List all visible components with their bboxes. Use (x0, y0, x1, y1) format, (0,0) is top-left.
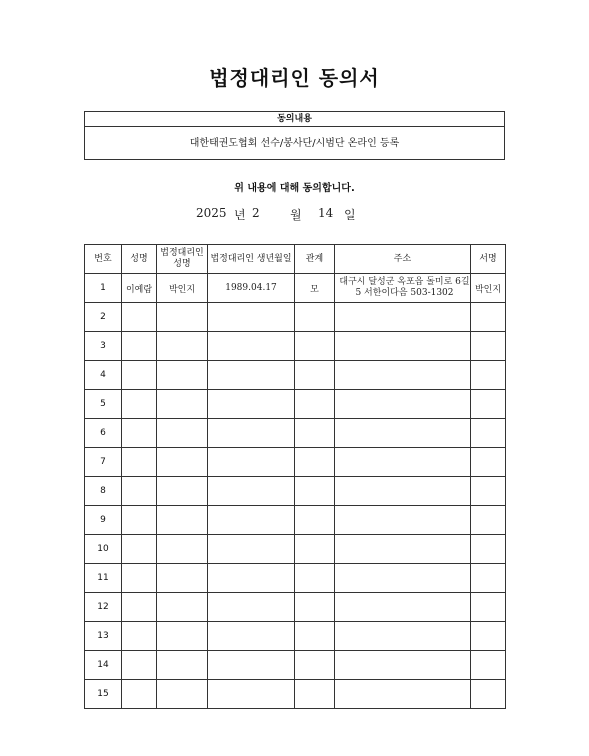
cell-guardian-name[interactable] (157, 361, 208, 390)
table-row (85, 477, 506, 506)
cell-guardian-name[interactable] (157, 651, 208, 680)
cell-sign[interactable] (471, 680, 506, 709)
cell-guardian-name[interactable] (157, 622, 208, 651)
cell-guardian-name[interactable]: 박인지 (157, 274, 208, 303)
cell-sign[interactable] (471, 506, 506, 535)
cell-sign[interactable] (471, 593, 506, 622)
cell-relation[interactable]: 모 (295, 274, 335, 303)
cell-address[interactable] (335, 593, 471, 622)
cell-no: 1 (85, 274, 122, 303)
document-title: 법정대리인 동의서 (209, 66, 380, 90)
cell-sign[interactable] (471, 564, 506, 593)
cell-guardian-birth[interactable] (208, 506, 295, 535)
table-row (85, 390, 506, 419)
cell-guardian-name[interactable] (157, 593, 208, 622)
cell-guardian-birth[interactable] (208, 303, 295, 332)
cell-address[interactable] (335, 332, 471, 361)
cell-guardian-birth[interactable] (208, 535, 295, 564)
cell-no: 12 (85, 593, 122, 622)
cell-guardian-birth[interactable] (208, 419, 295, 448)
cell-address[interactable] (335, 361, 471, 390)
cell-name[interactable] (122, 332, 157, 361)
cell-relation[interactable] (295, 564, 335, 593)
cell-address[interactable] (335, 419, 471, 448)
cell-name[interactable] (122, 622, 157, 651)
consent-content-box (84, 111, 505, 160)
cell-sign[interactable] (471, 622, 506, 651)
cell-sign[interactable] (471, 332, 506, 361)
cell-relation[interactable] (295, 593, 335, 622)
cell-guardian-birth[interactable] (208, 651, 295, 680)
cell-no: 8 (85, 477, 122, 506)
cell-address[interactable] (335, 506, 471, 535)
table-row (85, 419, 506, 448)
cell-name[interactable] (122, 506, 157, 535)
cell-address[interactable] (335, 651, 471, 680)
header-address: 주소 (335, 245, 471, 274)
cell-sign[interactable] (471, 390, 506, 419)
cell-address[interactable] (335, 390, 471, 419)
cell-relation[interactable] (295, 477, 335, 506)
table-row (85, 361, 506, 390)
cell-name[interactable] (122, 303, 157, 332)
header-relation: 관계 (295, 245, 335, 274)
cell-no: 2 (85, 303, 122, 332)
cell-guardian-birth[interactable] (208, 622, 295, 651)
table-header-row (85, 245, 506, 274)
table-row (85, 274, 506, 303)
cell-no: 6 (85, 419, 122, 448)
cell-address[interactable] (335, 477, 471, 506)
cell-address[interactable] (335, 535, 471, 564)
cell-address[interactable] (335, 564, 471, 593)
cell-name[interactable] (122, 651, 157, 680)
cell-address[interactable] (335, 680, 471, 709)
table-row (85, 535, 506, 564)
cell-guardian-name[interactable] (157, 303, 208, 332)
cell-relation[interactable] (295, 535, 335, 564)
cell-name[interactable] (122, 564, 157, 593)
cell-name[interactable] (122, 593, 157, 622)
cell-guardian-name[interactable] (157, 564, 208, 593)
date-day-unit: 일 (344, 208, 356, 222)
cell-sign[interactable] (471, 651, 506, 680)
date-year-unit: 년 (234, 208, 246, 222)
header-no: 번호 (85, 245, 122, 274)
cell-relation[interactable] (295, 361, 335, 390)
cell-name[interactable] (122, 680, 157, 709)
cell-no: 9 (85, 506, 122, 535)
consent-content-header: 동의내용 (85, 112, 504, 127)
cell-name[interactable] (122, 448, 157, 477)
cell-no: 7 (85, 448, 122, 477)
cell-relation[interactable] (295, 390, 335, 419)
cell-sign[interactable]: 박인지 (471, 274, 506, 303)
cell-sign[interactable] (471, 303, 506, 332)
header-name: 성명 (122, 245, 157, 274)
cell-name[interactable] (122, 535, 157, 564)
header-sign: 서명 (471, 245, 506, 274)
cell-relation[interactable] (295, 506, 335, 535)
cell-sign[interactable] (471, 361, 506, 390)
table-row (85, 622, 506, 651)
cell-address[interactable]: 대구시 달성군 옥포읍 돌미로 6길 5 서한이다음 503-1302 (335, 274, 471, 303)
table-row (85, 651, 506, 680)
cell-no: 3 (85, 332, 122, 361)
date-day: 14 (318, 206, 334, 220)
cell-guardian-birth[interactable] (208, 332, 295, 361)
cell-guardian-birth[interactable] (208, 477, 295, 506)
table-row (85, 303, 506, 332)
cell-address[interactable] (335, 303, 471, 332)
cell-name[interactable] (122, 361, 157, 390)
table-row (85, 680, 506, 709)
table-row (85, 332, 506, 361)
cell-guardian-name[interactable] (157, 506, 208, 535)
cell-address[interactable] (335, 448, 471, 477)
date-year: 2025 (196, 206, 227, 220)
cell-no: 11 (85, 564, 122, 593)
cell-address[interactable] (335, 622, 471, 651)
cell-guardian-name[interactable] (157, 535, 208, 564)
cell-guardian-name[interactable] (157, 680, 208, 709)
cell-no: 15 (85, 680, 122, 709)
cell-relation[interactable] (295, 303, 335, 332)
cell-sign[interactable] (471, 419, 506, 448)
cell-no: 4 (85, 361, 122, 390)
cell-relation[interactable] (295, 680, 335, 709)
cell-guardian-birth[interactable] (208, 448, 295, 477)
cell-guardian-name[interactable] (157, 332, 208, 361)
cell-guardian-birth[interactable] (208, 593, 295, 622)
table-row (85, 593, 506, 622)
cell-relation[interactable] (295, 332, 335, 361)
cell-guardian-birth[interactable] (208, 680, 295, 709)
table-row (85, 564, 506, 593)
cell-sign[interactable] (471, 535, 506, 564)
cell-sign[interactable] (471, 477, 506, 506)
cell-no: 14 (85, 651, 122, 680)
cell-name[interactable]: 이예람 (122, 274, 157, 303)
cell-guardian-name[interactable] (157, 419, 208, 448)
cell-guardian-birth[interactable] (208, 361, 295, 390)
guardian-table (84, 244, 506, 709)
cell-name[interactable] (122, 477, 157, 506)
cell-guardian-name[interactable] (157, 448, 208, 477)
cell-no: 5 (85, 390, 122, 419)
cell-guardian-birth[interactable]: 1989.04.17 (208, 274, 295, 303)
cell-name[interactable] (122, 419, 157, 448)
header-guardian-name: 법정대리인 성명 (157, 245, 208, 274)
cell-name[interactable] (122, 390, 157, 419)
cell-relation[interactable] (295, 419, 335, 448)
table-row (85, 448, 506, 477)
cell-guardian-name[interactable] (157, 390, 208, 419)
cell-sign[interactable] (471, 448, 506, 477)
date-month: 2 (252, 206, 260, 220)
date-month-unit: 월 (290, 208, 302, 222)
cell-no: 13 (85, 622, 122, 651)
cell-relation[interactable] (295, 651, 335, 680)
agreement-statement: 위 내용에 대해 동의합니다. (234, 183, 355, 194)
table-row (85, 506, 506, 535)
cell-no: 10 (85, 535, 122, 564)
cell-guardian-name[interactable] (157, 477, 208, 506)
cell-guardian-birth[interactable] (208, 390, 295, 419)
header-guardian-birth: 법정대리인 생년월일 (208, 245, 295, 274)
cell-relation[interactable] (295, 622, 335, 651)
consent-content-text: 대한태권도협회 선수/봉사단/시범단 온라인 등록 (189, 138, 400, 149)
cell-relation[interactable] (295, 448, 335, 477)
cell-guardian-birth[interactable] (208, 564, 295, 593)
